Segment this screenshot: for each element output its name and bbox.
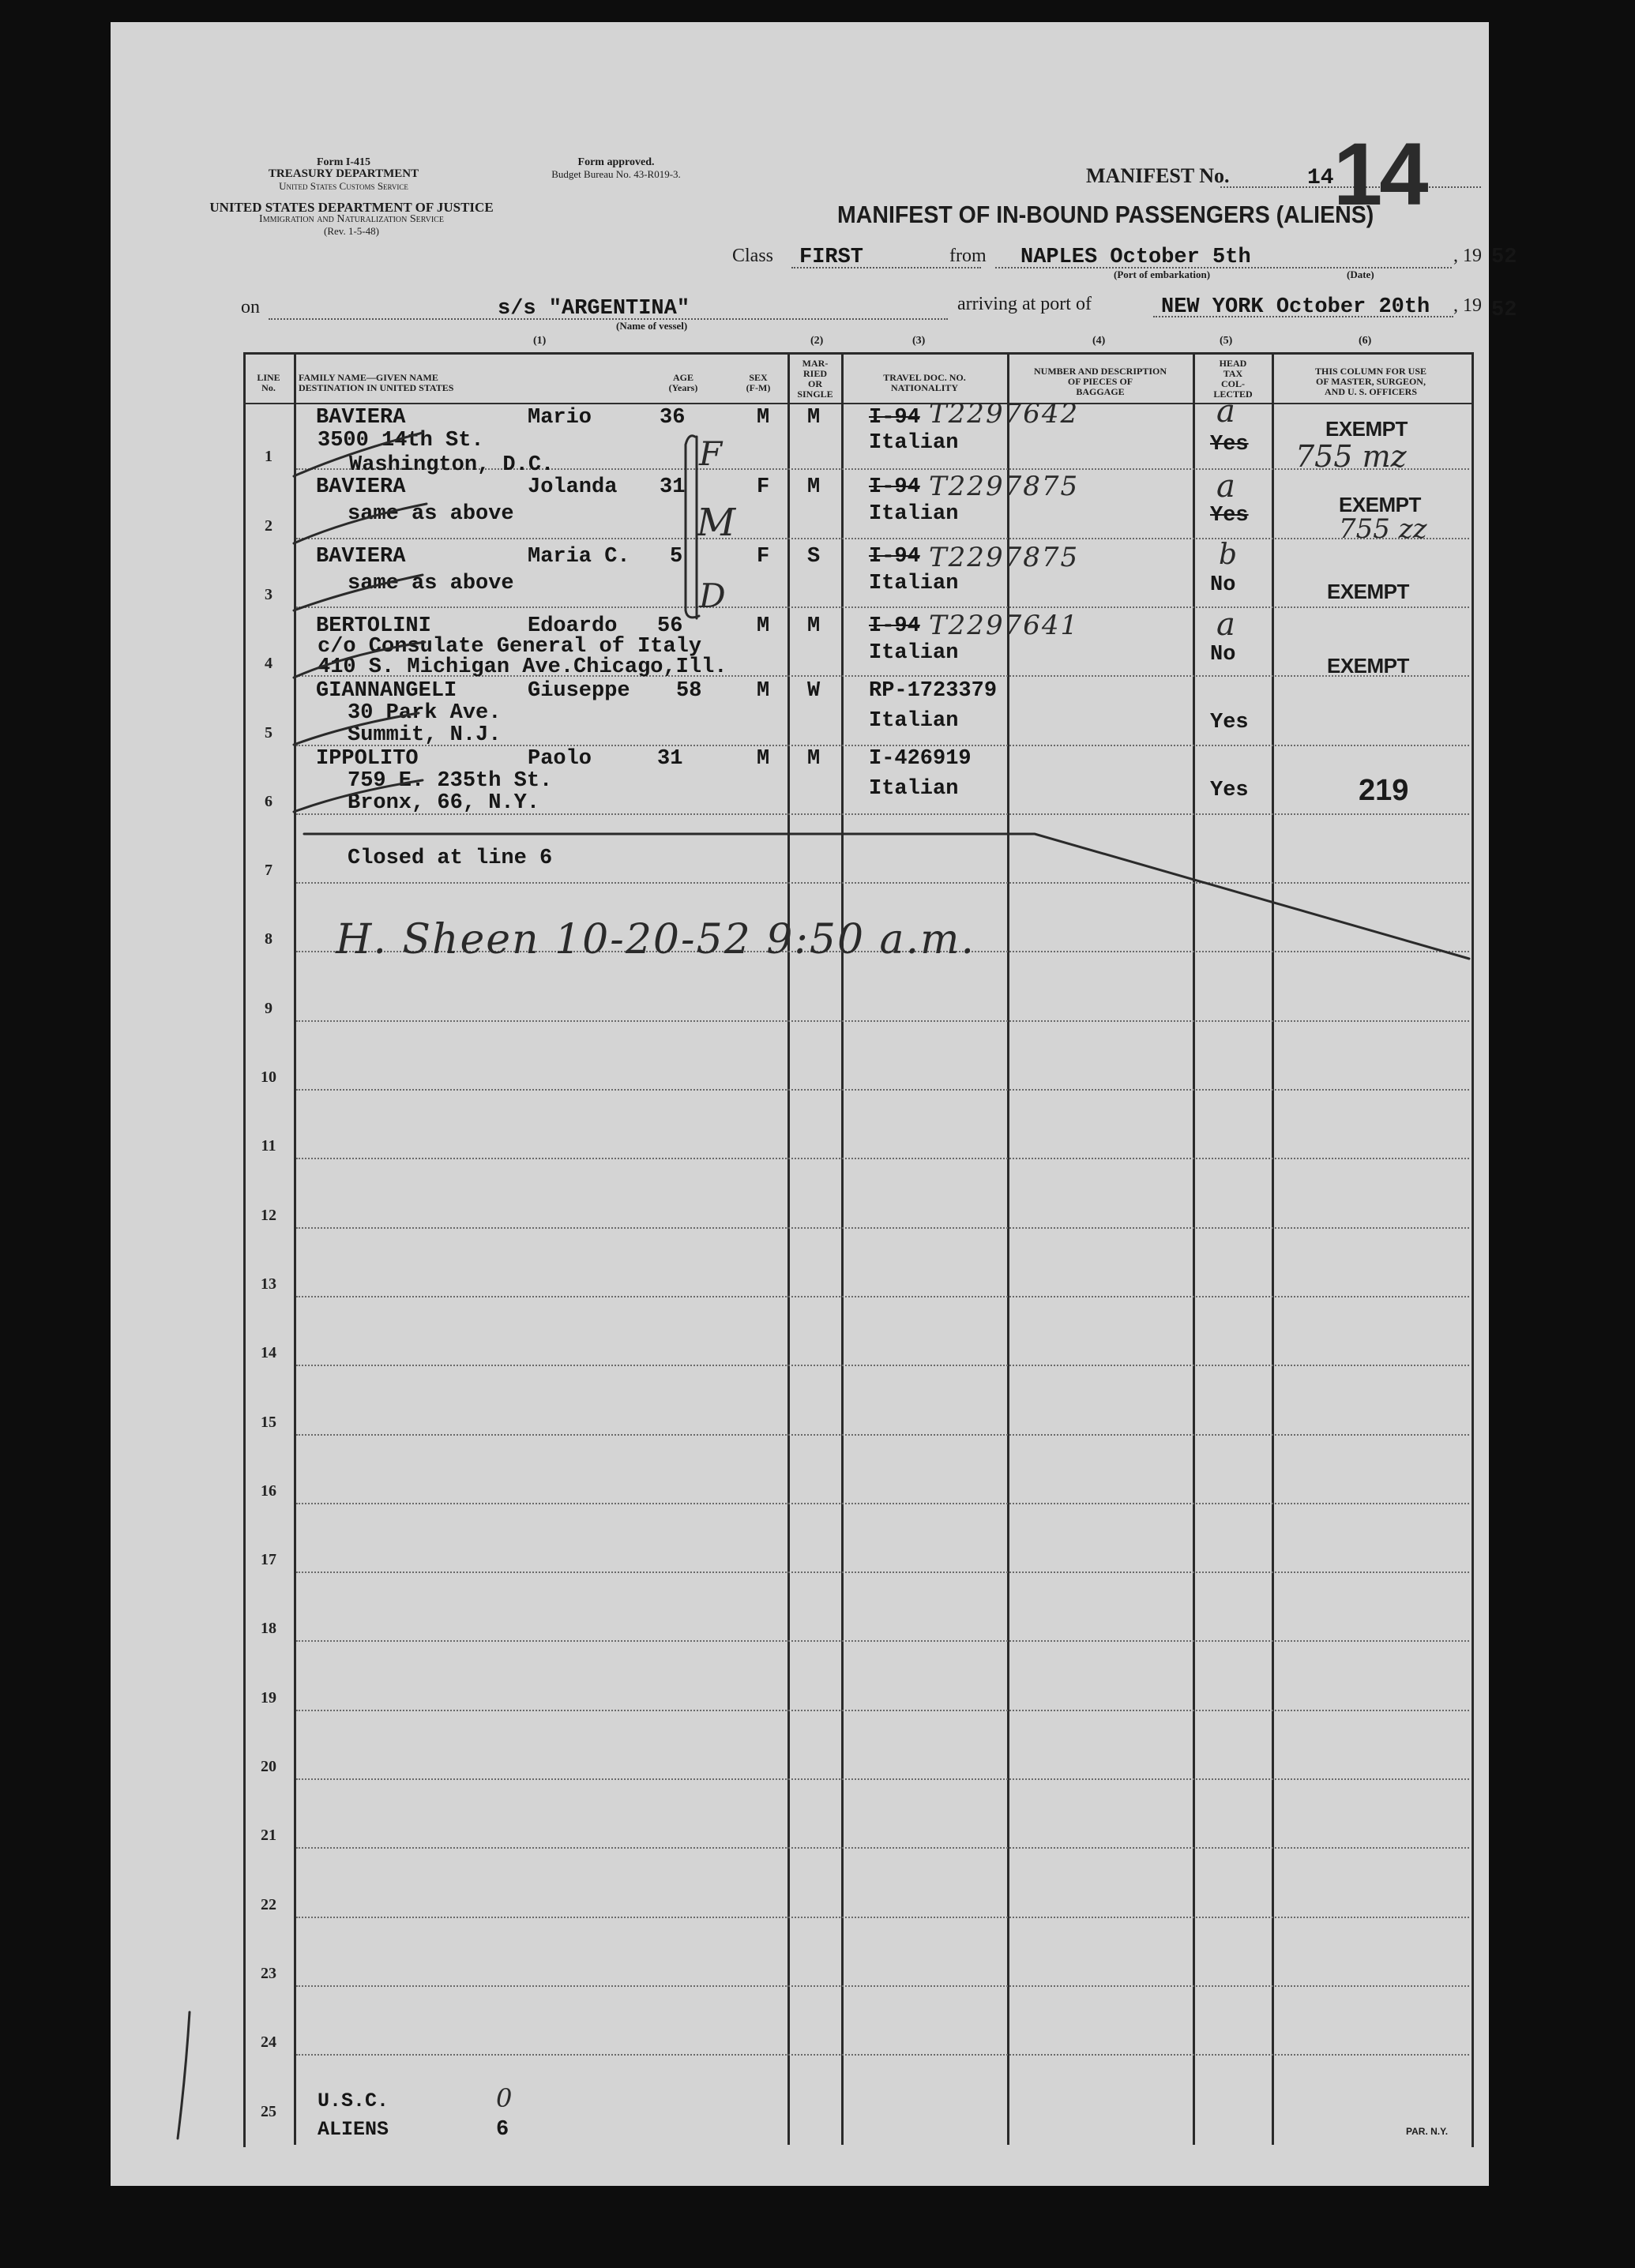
- ins-title: Immigration and Naturalization Service: [259, 213, 444, 225]
- address-line1: 759 E. 235th St.: [348, 769, 553, 793]
- sex: M: [757, 747, 770, 771]
- bracket-mark-m: M: [697, 501, 736, 545]
- address-line2: Bronx, 66, N.Y.: [348, 791, 540, 815]
- colnum-4: (4): [1092, 335, 1106, 347]
- tax-typed: Yes: [1210, 433, 1249, 456]
- usc-label: U.S.C.: [318, 2090, 389, 2112]
- line-number: 1: [265, 448, 272, 466]
- line-number: 20: [261, 1758, 276, 1775]
- line-number: 7: [265, 862, 272, 880]
- vessel-value: s/s "ARGENTINA": [498, 297, 690, 321]
- form-approved: Form approved.: [577, 156, 655, 168]
- header-head-tax: HEAD TAX COL- LECTED: [1213, 358, 1253, 400]
- marital: M: [807, 614, 821, 638]
- header-age: AGE (Years): [668, 372, 698, 393]
- year2-prefix: , 19: [1453, 295, 1482, 316]
- age: 5: [670, 545, 683, 569]
- address-line2: Washington, D.C.: [349, 453, 554, 477]
- line-tick-2: [294, 504, 427, 543]
- line-number: 10: [261, 1068, 276, 1086]
- line-tick-5: [294, 713, 419, 745]
- line-number: 11: [261, 1137, 276, 1155]
- tax-typed: Yes: [1210, 711, 1249, 734]
- age: 31: [660, 475, 686, 499]
- bracket-mark-d: D: [699, 576, 726, 615]
- officer-stamp: EXEMPT: [1325, 417, 1408, 441]
- line-number: 12: [261, 1206, 276, 1224]
- officer-number: 219: [1359, 774, 1409, 807]
- ink-marks: [111, 22, 1489, 2186]
- line-number: 23: [261, 1964, 276, 1982]
- tax-hand: b: [1219, 539, 1238, 571]
- age: 56: [657, 614, 683, 638]
- marital: M: [807, 475, 821, 499]
- address-line1: c/o Consulate General of Italy: [318, 635, 702, 659]
- tax-hand: a: [1216, 468, 1235, 505]
- given-name: Paolo: [528, 747, 592, 771]
- line-number: 18: [261, 1620, 276, 1638]
- age: 31: [657, 747, 683, 771]
- tax-hand: a: [1216, 606, 1235, 643]
- line-number: 22: [261, 1895, 276, 1913]
- tax-typed: No: [1210, 643, 1236, 667]
- doc-typed: I-94: [869, 475, 920, 499]
- arriving-label: arriving at port of: [957, 294, 1092, 314]
- doc-typed: I-94: [869, 545, 920, 569]
- doc-typed: I-94: [869, 614, 920, 638]
- given-name: Jolanda: [528, 475, 618, 499]
- address-line1: 3500 14th St.: [318, 429, 484, 452]
- line-number: 24: [261, 2033, 276, 2052]
- treasury-dept: TREASURY DEPARTMENT: [268, 167, 419, 180]
- officer-stamp: EXEMPT: [1327, 654, 1409, 678]
- surname: BAVIERA: [316, 545, 406, 569]
- year1-value: 52: [1491, 246, 1517, 269]
- margin-stroke: [178, 2012, 190, 2138]
- colnum-3: (3): [912, 335, 926, 347]
- line-tick-6: [294, 780, 423, 812]
- sex: M: [757, 406, 770, 430]
- line-number: 9: [265, 999, 272, 1017]
- address-line2: 410 S. Michigan Ave.Chicago,Ill.: [318, 655, 727, 679]
- manifest-sheet: [111, 22, 1517, 2186]
- revision: (Rev. 1-5-48): [324, 225, 379, 237]
- marital: M: [807, 406, 821, 430]
- line-number: 3: [265, 585, 272, 603]
- doj-title: UNITED STATES DEPARTMENT OF JUSTICE: [209, 200, 494, 215]
- colnum-6: (6): [1359, 335, 1372, 347]
- line-number: 6: [265, 792, 272, 810]
- manifest-no-stamp: 14: [1333, 125, 1426, 223]
- given-name: Maria C.: [528, 545, 630, 569]
- line-number: 14: [261, 1344, 276, 1362]
- header-travel-doc: TRAVEL DOC. NO. NATIONALITY: [883, 372, 966, 393]
- given-name: Edoardo: [528, 614, 618, 638]
- line-tick-1: [294, 433, 423, 476]
- line-number: 19: [261, 1688, 276, 1707]
- usc-value: 0: [496, 2083, 513, 2113]
- surname: BAVIERA: [316, 475, 406, 499]
- colnum-2: (2): [810, 335, 824, 347]
- officer-hand: 755 mz: [1295, 439, 1407, 474]
- tax-typed: Yes: [1210, 504, 1249, 528]
- header-married: MAR- RIED OR SINGLE: [797, 358, 833, 400]
- line-number: 17: [261, 1551, 276, 1569]
- customs-service: United States Customs Service: [279, 180, 408, 192]
- page-title: MANIFEST OF IN-BOUND PASSENGERS (ALIENS): [837, 201, 1374, 228]
- nationality: Italian: [869, 641, 959, 665]
- age: 58: [676, 679, 702, 703]
- officer-hand: 755 zz: [1339, 513, 1427, 545]
- surname: BERTOLINI: [316, 614, 431, 638]
- manifest-no-typed: 14: [1307, 166, 1334, 190]
- sex: F: [757, 545, 770, 569]
- from-value: NAPLES October 5th: [1020, 246, 1251, 269]
- line-number: 13: [261, 1275, 276, 1293]
- nationality: Italian: [869, 572, 959, 595]
- colnum-5: (5): [1220, 335, 1233, 347]
- nationality: Italian: [869, 502, 959, 526]
- aliens-label: ALIENS: [318, 2118, 389, 2141]
- line-tick-3: [294, 575, 423, 610]
- bracket-mark-f: F: [699, 434, 723, 473]
- form-id: Form I-415: [316, 156, 371, 168]
- from-label: from: [949, 246, 987, 266]
- doc-hand: T2297875: [929, 471, 1080, 502]
- signature: H. Sheen 10-20-52 9:50 a.m.: [336, 916, 975, 963]
- officer-stamp: EXEMPT: [1339, 493, 1421, 516]
- sex: M: [757, 679, 770, 703]
- header-sex: SEX (F-M): [746, 372, 771, 393]
- age: 36: [660, 406, 686, 430]
- header-officers: THIS COLUMN FOR USE OF MASTER, SURGEON, AND U. S. OFFICERS: [1314, 366, 1427, 397]
- tax-typed: Yes: [1210, 779, 1249, 802]
- doc-hand: T2297641: [929, 610, 1080, 641]
- year1-prefix: , 19: [1453, 246, 1482, 266]
- header-name: FAMILY NAME—GIVEN NAME DESTINATION IN UNITED STATES: [299, 372, 454, 393]
- aliens-value: 6: [496, 2118, 509, 2142]
- given-name: Giuseppe: [528, 679, 630, 703]
- surname: GIANNANGELI: [316, 679, 457, 703]
- line-number: 21: [261, 1827, 276, 1845]
- nationality: Italian: [869, 431, 959, 455]
- tax-typed: No: [1210, 573, 1236, 597]
- printer-mark: PAR. N.Y.: [1406, 2126, 1449, 2137]
- manifest-no-label: MANIFEST No.: [1086, 164, 1230, 187]
- on-label: on: [241, 297, 260, 317]
- doc-typed: I-94: [869, 406, 920, 430]
- sex: F: [757, 475, 770, 499]
- sex: M: [757, 614, 770, 638]
- doc-hand: T2297642: [929, 398, 1080, 430]
- line-number: 16: [261, 1481, 276, 1500]
- port-embark-caption: (Port of embarkation): [1114, 268, 1211, 280]
- doc-hand: T2297875: [929, 542, 1080, 573]
- colnum-1: (1): [533, 335, 547, 347]
- date-caption: (Date): [1347, 268, 1374, 280]
- header-line-no: LINE No.: [257, 372, 280, 393]
- year2-value: 52: [1491, 299, 1517, 322]
- doc-typed: RP-1723379: [869, 679, 998, 703]
- nationality: Italian: [869, 777, 959, 801]
- line-number: 2: [265, 516, 272, 535]
- vessel-caption: (Name of vessel): [616, 320, 688, 332]
- address-line1: same as above: [348, 502, 514, 526]
- doc-typed: I-426919: [869, 747, 972, 771]
- address-line1: 30 Park Ave.: [348, 701, 502, 725]
- address-line2: Summit, N.J.: [348, 723, 502, 747]
- line-number: 15: [261, 1413, 276, 1431]
- line-tick-4: [294, 642, 425, 678]
- line-number: 25: [261, 2102, 276, 2120]
- surname: IPPOLITO: [316, 747, 419, 771]
- marital: W: [807, 679, 821, 703]
- line-number: 5: [265, 723, 272, 742]
- closed-at-line: Closed at line 6: [348, 847, 553, 870]
- class-label: Class: [732, 246, 774, 266]
- tax-hand: a: [1216, 393, 1235, 430]
- address-line1: same as above: [348, 572, 514, 595]
- line-number: 4: [265, 655, 272, 673]
- arrival-value: NEW YORK October 20th: [1161, 295, 1430, 319]
- given-name: Mario: [528, 406, 592, 430]
- nationality: Italian: [869, 709, 959, 733]
- surname: BAVIERA: [316, 406, 406, 430]
- marital: M: [807, 747, 821, 771]
- class-value: FIRST: [799, 246, 864, 269]
- line-number: 8: [265, 930, 272, 948]
- marital: S: [807, 545, 821, 569]
- header-baggage: NUMBER AND DESCRIPTION OF PIECES OF BAGGAGE: [1033, 366, 1167, 397]
- officer-stamp: EXEMPT: [1327, 580, 1409, 603]
- budget-bureau: Budget Bureau No. 43-R019-3.: [551, 168, 681, 180]
